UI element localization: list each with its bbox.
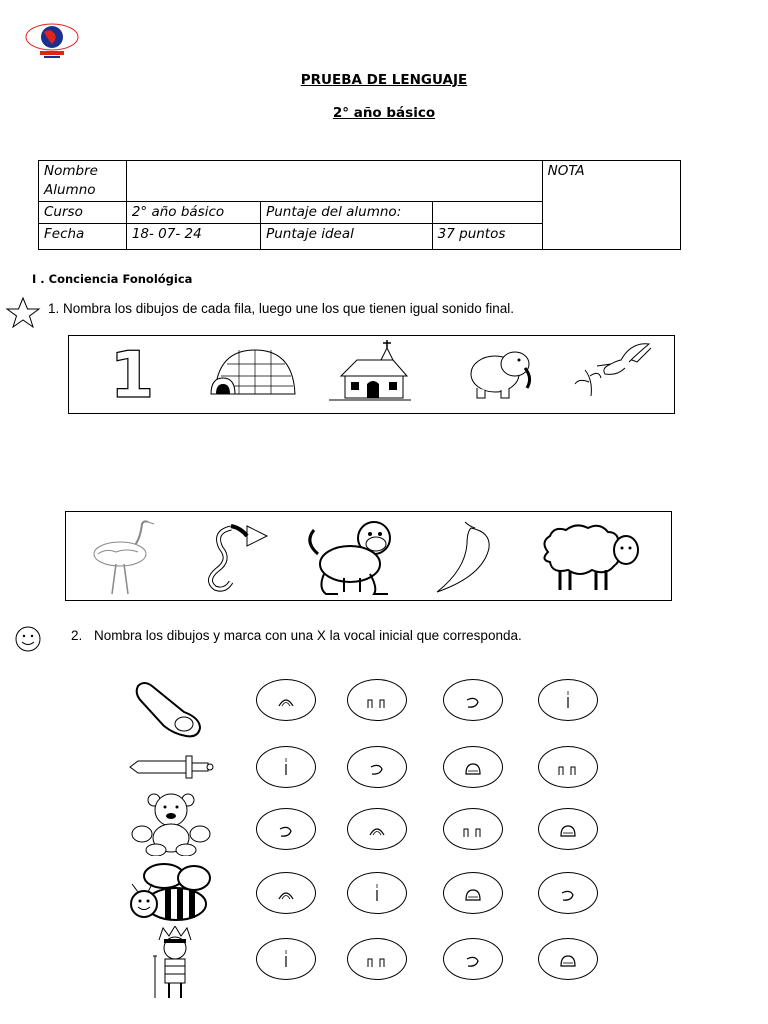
elephant-icon (467, 344, 537, 405)
vowel-option-o[interactable] (443, 679, 503, 721)
svg-text:1: 1 (109, 342, 155, 402)
native-boy-icon (145, 926, 207, 1005)
instruction-2-number: 2. (71, 628, 83, 643)
sword-icon (128, 752, 214, 787)
smiley-icon (13, 624, 43, 659)
page-title: PRUEBA DE LENGUAJE (300, 72, 468, 88)
vowel-option-i[interactable] (256, 938, 316, 980)
vowel-option-u[interactable] (443, 808, 503, 850)
vowel-option-u[interactable] (538, 746, 598, 788)
monkey-icon (304, 518, 406, 603)
puntaje-alumno-label: Puntaje del alumno: (261, 202, 433, 224)
vowel-glyph-o (444, 939, 502, 979)
vowel-glyph-o (257, 809, 315, 849)
vowel-glyph-e (539, 809, 597, 849)
vowel-glyph-o (539, 873, 597, 913)
finger-icon (134, 678, 206, 749)
vowel-option-o[interactable] (443, 938, 503, 980)
vowel-option-o[interactable] (256, 808, 316, 850)
fecha-label: Fecha (39, 224, 127, 250)
star-icon (4, 296, 42, 335)
vowel-glyph-o (444, 680, 502, 720)
vowel-option-i[interactable] (538, 679, 598, 721)
vowel-glyph-e (444, 873, 502, 913)
teddy-bear-icon (130, 792, 212, 861)
page-subtitle: 2° año básico (332, 105, 436, 121)
curso-value: 2° año básico (126, 202, 260, 224)
vowel-glyph-u (539, 747, 597, 787)
vowel-glyph-o (348, 747, 406, 787)
nombre-value[interactable] (126, 161, 542, 202)
vowel-glyph-e (539, 939, 597, 979)
vowel-option-i[interactable] (256, 746, 316, 788)
vowel-option-u[interactable] (347, 679, 407, 721)
puntaje-alumno-value[interactable] (432, 202, 542, 224)
picture-row-1 (68, 335, 675, 414)
fecha-value: 18- 07- 24 (126, 224, 260, 250)
igloo-icon (207, 344, 297, 404)
vowel-glyph-u (444, 809, 502, 849)
vowel-option-e[interactable] (443, 872, 503, 914)
school-logo (24, 18, 80, 62)
vowel-glyph-a (257, 680, 315, 720)
instruction-2: Nombra los dibujos y marca con una X la vocal inicial que corresponda. (94, 628, 522, 643)
vowel-option-u[interactable] (347, 938, 407, 980)
picture-row-2 (65, 511, 672, 601)
vowel-glyph-i (539, 680, 597, 720)
ostrich-icon (86, 518, 158, 601)
vowel-glyph-i (257, 747, 315, 787)
vowel-glyph-i (348, 873, 406, 913)
nombre-label: Nombre Alumno (39, 161, 127, 202)
vowel-option-a[interactable] (347, 808, 407, 850)
vowel-glyph-e (444, 747, 502, 787)
vowel-option-o[interactable] (347, 746, 407, 788)
puntaje-ideal-label: Puntaje ideal (261, 224, 433, 250)
vowel-glyph-u (348, 680, 406, 720)
vowel-option-a[interactable] (256, 872, 316, 914)
instruction-1: 1. Nombra los dibujos de cada fila, luego une los que tienen igual sonido final. (48, 301, 515, 316)
number-one-icon (107, 342, 157, 407)
vowel-option-e[interactable] (538, 938, 598, 980)
vowel-glyph-a (257, 873, 315, 913)
puntaje-ideal-value: 37 puntos (432, 224, 542, 250)
nota-label: NOTA (542, 161, 680, 250)
chili-pepper-icon (431, 518, 497, 599)
vowel-option-e[interactable] (538, 808, 598, 850)
sheep-icon (536, 522, 644, 599)
vowel-glyph-u (348, 939, 406, 979)
section-heading: I . Conciencia Fonológica (32, 272, 193, 286)
vowel-option-a[interactable] (256, 679, 316, 721)
church-icon (327, 338, 413, 407)
vowel-option-e[interactable] (443, 746, 503, 788)
vowel-option-i[interactable] (347, 872, 407, 914)
hummingbird-icon (571, 340, 657, 405)
snake-icon (201, 520, 281, 601)
bee-icon (128, 862, 214, 929)
vowel-glyph-i (257, 939, 315, 979)
curso-label: Curso (39, 202, 127, 224)
vowel-option-o[interactable] (538, 872, 598, 914)
vowel-glyph-a (348, 809, 406, 849)
student-info-table (38, 160, 681, 250)
